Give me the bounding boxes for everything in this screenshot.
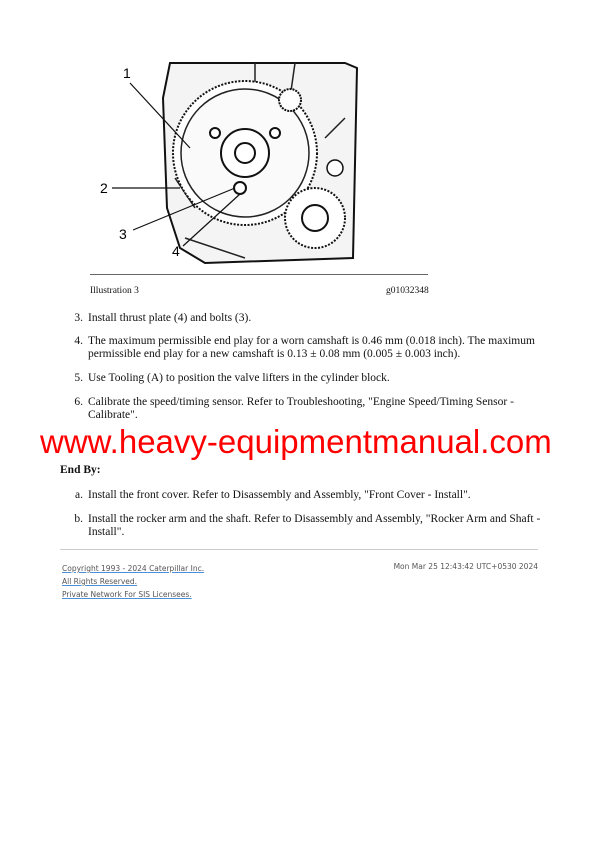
- rights-link[interactable]: All Rights Reserved.: [62, 577, 138, 586]
- end-by-text: Install the front cover. Refer to Disassembly and Assembly, "Front Cover - Install".: [88, 489, 471, 501]
- callout-1: 1: [123, 65, 131, 81]
- step-text: Use Tooling (A) to position the valve lifters in the cylinder block.: [88, 372, 390, 384]
- illustration-divider: [90, 274, 428, 275]
- end-by-heading: End By:: [60, 464, 101, 476]
- callout-4: 4: [172, 243, 180, 259]
- network-link[interactable]: Private Network For SIS Licensees.: [62, 590, 192, 599]
- callout-3: 3: [119, 226, 127, 242]
- step-number: 3.: [74, 312, 83, 324]
- step-number: 5.: [74, 372, 83, 384]
- timestamp: Mon Mar 25 12:43:42 UTC+0530 2024: [393, 562, 538, 571]
- engine-gear-illustration: [95, 58, 360, 268]
- callout-2: 2: [100, 180, 108, 196]
- end-by-marker: b.: [74, 513, 83, 525]
- end-by-marker: a.: [75, 489, 83, 501]
- footer-divider: [60, 549, 538, 550]
- step-number: 6.: [74, 396, 83, 408]
- watermark: www.heavy-equipmentmanual.com: [40, 423, 552, 460]
- copyright-link[interactable]: Copyright 1993 - 2024 Caterpillar Inc.: [62, 564, 205, 573]
- illustration-caption: Illustration 3: [90, 286, 139, 296]
- step-text: Calibrate the speed/timing sensor. Refer to Troubleshooting, "Engine Speed/Timing Sensor - Calibrate".: [88, 396, 514, 421]
- step-text: The maximum permissible end play for a worn camshaft is 0.46 mm (0.018 inch). The maximum permissible end play for a new camshaft is 0.13 ± 0.08 mm (0.005 ± 0.003 inch).: [88, 335, 535, 360]
- illustration-id: g01032348: [386, 286, 429, 296]
- end-by-text: Install the rocker arm and the shaft. Refer to Disassembly and Assembly, "Rocker Arm and Shaft - Install".: [88, 513, 541, 538]
- step-number: 4.: [74, 335, 83, 347]
- step-text: Install thrust plate (4) and bolts (3).: [88, 312, 252, 324]
